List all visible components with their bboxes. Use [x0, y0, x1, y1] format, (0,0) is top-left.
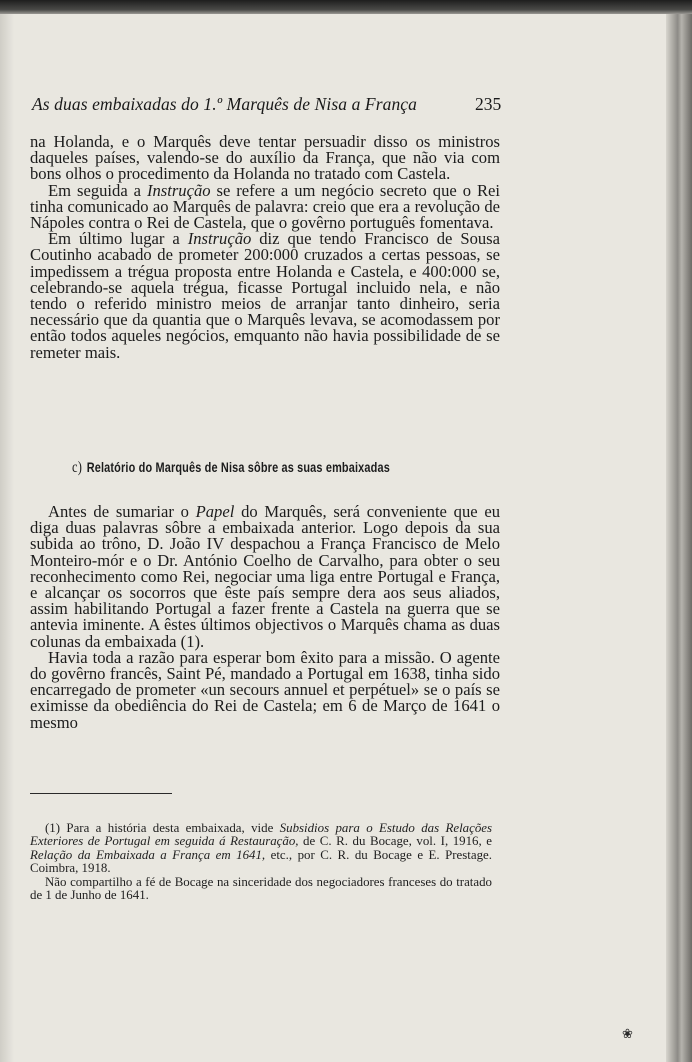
section-letter: c) [72, 459, 83, 476]
scan-top-edge [0, 0, 692, 14]
footnote-1 [30, 822, 492, 876]
page-number: 235 [475, 94, 502, 114]
italic-text: Instrução [146, 180, 211, 200]
footnote-2 [30, 876, 492, 903]
text-run: etc., por C. R. du Bocage e E. Prestage. Coimbra, 1918. [30, 847, 492, 876]
italic-text: Relação da Embaixada a França em 1641, [30, 847, 266, 862]
scan-left-shadow [0, 14, 14, 1062]
footnote-divider [30, 793, 172, 794]
text-run: diz que tendo Francisco de Sousa Coutinho acabado de prometer 200:000 cruzados a certas pessoas, se impedissem a trégua proposta entre Holanda e Castela, e 400:000 se, celebrando-se aquela trégua, ficasse Portugal incluido nela, e não tendo o referido ministro meios de arranjar tanto dinheiro, seria necessário que da quantia que o Marquês levava, se acomodassem por então todos aqueles negócios, emquanto não havia possibilidade de se remeter mais. [30, 229, 500, 362]
italic-text: Instrução [187, 229, 252, 249]
italic-text: Subsidios para o Estudo das Relações Exteriores de Portugal em seguida á Restauração, [30, 821, 492, 849]
body-text-lower [30, 504, 500, 731]
text-run: do Marquês, será conveniente que eu diga duas palavras sôbre a embaixada anterior. Logo depois da sua subida ao trôno, D. João IV despachou a França Francisco de Melo Monteiro-mór e o Dr. António Coelho de Carvalho, para obter o seu reconhecimento como Rei, negociar uma liga entre Portugal e França, e alcançar os socorros que êste país sempre dera aos seus aliados, assim habilitando Portugal a fazer frente a Castela na guerra que se antevia iminente. A êstes últimos objectivos o Marquês chama as duas colunas da embaixada (1). [30, 502, 500, 651]
paragraph-3 [30, 231, 500, 361]
text-run: Não compartilho a fé de Bocage na sinceridade dos negociadores franceses do tratado de 1 de Junho de 1641. [30, 874, 492, 903]
text-run: (1) Para a história desta embaixada, vide [45, 821, 280, 835]
text-run: Em último lugar a [48, 229, 188, 249]
running-head: As duas embaixadas do 1.º Marquês de Nisa a França [32, 94, 418, 114]
section-title: Relatório do Marquês de Nisa sôbre as suas embaixadas [86, 459, 390, 475]
italic-text: Papel [195, 502, 235, 521]
page-header [32, 94, 502, 118]
section-heading [72, 459, 400, 477]
paragraph-lower-1 [30, 504, 500, 650]
text-run: Em seguida a [48, 180, 147, 200]
paragraph-lower-2 [30, 647, 500, 732]
scan-right-edge [666, 14, 692, 1062]
text-run: Antes de sumariar o [48, 502, 196, 521]
text-run: de C. R. du Bocage, vol. I, 1916, e [298, 834, 492, 849]
text-run: na Holanda, e o Marquês deve tentar persuadir disso os ministros daqueles países, valendo-se do auxílio da França, que não via com bons olhos o procedimento da Holanda no tratado com Castela. [30, 132, 500, 184]
flower-ornament-icon: ❀ [622, 1026, 633, 1041]
paragraph-2 [30, 180, 500, 233]
body-text-upper [30, 134, 500, 361]
footnotes [30, 822, 492, 902]
text-run: Havia toda a razão para esperar bom êxito para a missão. O agente do govêrno francês, Saint Pé, mandado a Portugal em 1638, tinha sido encarregado de prometer «un secours annuel et perpétuel» se o país se eximisse da obediência do Rei de Castela; em 6 de Março de 1641 o mesmo [30, 647, 500, 732]
text-run: se refere a um negócio secreto que o Rei tinha comunicado ao Marquês de palavra: creio que era a revolução de Nápoles contra o Rei de Castela, que o govêrno português fomentava. [30, 180, 500, 233]
paragraph-1 [30, 134, 500, 183]
